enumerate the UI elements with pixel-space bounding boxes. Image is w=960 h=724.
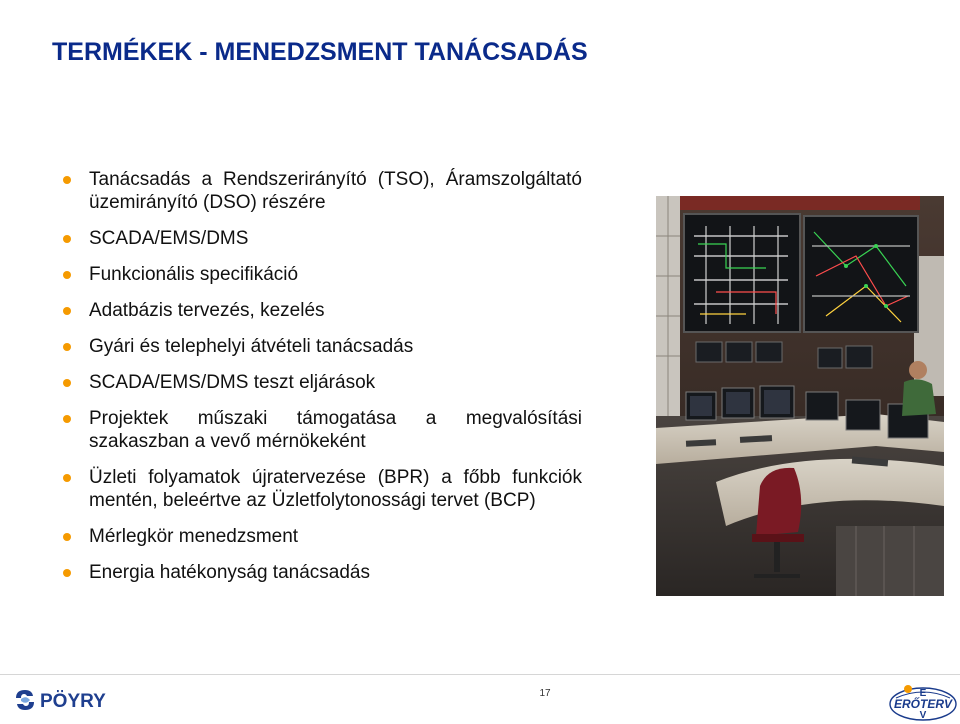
svg-text:PÖYRY: PÖYRY xyxy=(40,691,106,712)
bullet-item: Energia hatékonyság tanácsadás xyxy=(62,561,582,584)
svg-text:ERŐTERV: ERŐTERV xyxy=(893,697,953,711)
bullet-item: SCADA/EMS/DMS xyxy=(62,227,582,250)
bullet-item: Funkcionális specifikáció xyxy=(62,263,582,286)
bullet-item: Üzleti folyamatok újratervezése (BPR) a főbb funkciók mentén, beleértve az Üzletfolytonossági tervet (BCP) xyxy=(62,466,582,512)
bullet-item: Tanácsadás a Rendszerirányító (TSO), Áramszolgáltató üzemirányító (DSO) részére xyxy=(62,168,582,214)
svg-text:V: V xyxy=(919,710,927,721)
bullet-item: Adatbázis tervezés, kezelés xyxy=(62,299,582,322)
eroterv-logo xyxy=(888,684,958,722)
poyry-swirl-icon xyxy=(16,690,34,710)
bullet-item: SCADA/EMS/DMS teszt eljárások xyxy=(62,371,582,394)
orange-dot-icon xyxy=(904,685,912,693)
slide-title: TERMÉKEK - MENEDZSMENT TANÁCSADÁS xyxy=(52,38,588,66)
bullet-item: Projektek műszaki támogatása a megvalósítási szakaszban a vevő mérnökeként xyxy=(62,407,582,453)
page-number: 17 xyxy=(539,688,551,699)
bullet-item: Mérlegkör menedzsment xyxy=(62,525,582,548)
control-room-photo xyxy=(656,196,944,596)
svg-text:E: E xyxy=(919,688,927,699)
poyry-logo xyxy=(12,686,134,714)
bullet-item: Gyári és telephelyi átvételi tanácsadás xyxy=(62,335,582,358)
footer-divider xyxy=(0,674,960,675)
bullet-list xyxy=(62,168,582,597)
